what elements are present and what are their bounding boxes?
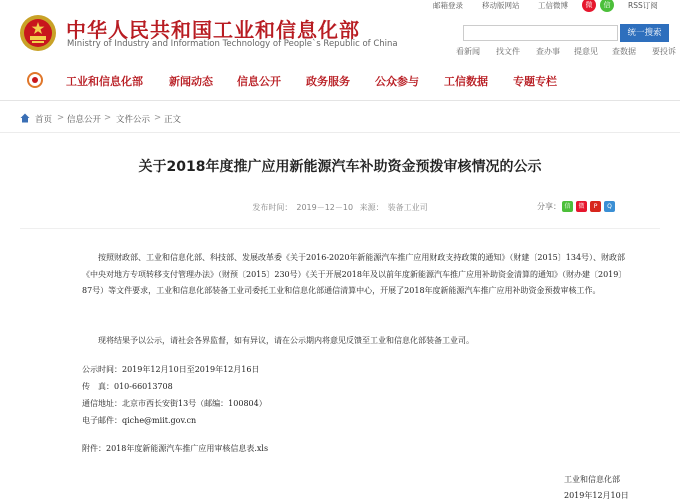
share-pdf-icon[interactable]: P bbox=[590, 201, 601, 212]
info-email bbox=[82, 415, 196, 427]
breadcrumb-current: 正文 bbox=[164, 115, 182, 125]
info-value: 2019年12月10日至2019年12月16日 bbox=[122, 365, 260, 374]
site-title-en: Ministry of Industry and Information Technology of People`s Republic of China bbox=[67, 39, 398, 49]
info-value: 北京市西长安街13号（邮编：100804） bbox=[122, 399, 267, 408]
search-input[interactable] bbox=[463, 25, 618, 41]
nav-item-news[interactable]: 新闻动态 bbox=[169, 75, 213, 88]
share-label: 分享： bbox=[537, 202, 561, 211]
breadcrumb-file-notices[interactable]: 文件公示 bbox=[116, 115, 151, 125]
article-paragraph: 按照财政部、工业和信息化部、科技部、发展改革委《关于2016-2020年新能源汽车推广应用财政支持政策的通知》（财建〔2015〕134号）、财政部《中央对地方专项转移支付管理办法》（财预〔2015〕230号）《关于开展2018年及以前年度新能源汽车推广应用补助资金清算的通知》（财办建〔2019〕87号）等文件要求，工业和信息化部装备工业司委托工业和信息化部通信清算中心，开展了2018年度新能源汽车推广应用补助资金预拨审核工作。 bbox=[82, 253, 627, 295]
share-wechat-icon[interactable]: 信 bbox=[562, 201, 573, 212]
breadcrumb-divider bbox=[0, 132, 680, 133]
info-label: 通信地址： bbox=[82, 399, 122, 408]
attachment bbox=[82, 443, 268, 454]
signature: 工业和信息化部 bbox=[564, 475, 620, 484]
quick-link-feedback[interactable]: 提意见 bbox=[574, 47, 598, 56]
info-label: 公示时间： bbox=[82, 365, 122, 374]
breadcrumb-info-disclosure[interactable]: 信息公开 bbox=[67, 115, 102, 125]
nav-divider bbox=[0, 100, 680, 101]
attachment-link[interactable]: 2018年度新能源汽车推广应用审核信息表.xls bbox=[106, 444, 269, 453]
meta-divider bbox=[20, 228, 660, 229]
breadcrumb-separator: > bbox=[104, 113, 112, 123]
site-title-cn[interactable]: 中华人民共和国工业和信息化部 bbox=[66, 18, 360, 42]
weibo-link[interactable]: 工信微博 bbox=[538, 1, 568, 10]
rss-link[interactable]: RSS订阅 bbox=[628, 1, 658, 10]
info-notice-period bbox=[82, 364, 259, 376]
publish-label: 发布时间： bbox=[252, 203, 293, 212]
article-title: 关于2018年度推广应用新能源汽车补助资金预拨审核情况的公示 bbox=[138, 159, 542, 175]
nav-item-topics[interactable]: 专题专栏 bbox=[513, 75, 557, 88]
quick-link-files[interactable]: 找文件 bbox=[496, 47, 520, 56]
site-header bbox=[0, 0, 680, 66]
breadcrumb-separator: > bbox=[57, 113, 65, 123]
breadcrumb-separator: > bbox=[154, 113, 162, 123]
info-fax bbox=[82, 381, 173, 393]
breadcrumb-home[interactable]: 首页 bbox=[35, 115, 53, 125]
info-label: 传 真： bbox=[82, 382, 114, 391]
nav-item-info-disclosure[interactable]: 信息公开 bbox=[237, 75, 281, 88]
nav-item-public-participation[interactable]: 公众参与 bbox=[375, 75, 419, 88]
quick-link-news[interactable]: 看新闻 bbox=[456, 47, 480, 56]
nav-item-gov-services[interactable]: 政务服务 bbox=[306, 75, 350, 88]
nav-item-ministry[interactable]: 工业和信息化部 bbox=[66, 75, 143, 88]
quick-link-data[interactable]: 查数据 bbox=[612, 47, 636, 56]
share-qq-icon[interactable]: Q bbox=[604, 201, 615, 212]
search-button[interactable]: 统一搜索 bbox=[620, 24, 669, 42]
share-weibo-icon[interactable]: 微 bbox=[576, 201, 587, 212]
attachment-label: 附件： bbox=[82, 444, 106, 453]
source-value: 装备工业司 bbox=[387, 203, 428, 212]
publish-date: 2019－12－10 bbox=[296, 203, 354, 212]
sign-date: 2019年12月10日 bbox=[564, 491, 629, 500]
nav-logo-icon[interactable] bbox=[27, 72, 43, 88]
home-icon[interactable] bbox=[20, 113, 30, 123]
quick-link-complaints[interactable]: 要投诉 bbox=[652, 47, 676, 56]
mobile-site-link[interactable]: 移动版网站 bbox=[482, 1, 520, 10]
source-label: 来源： bbox=[359, 203, 384, 212]
quick-link-services[interactable]: 查办事 bbox=[536, 47, 560, 56]
national-emblem-icon bbox=[19, 14, 57, 52]
mail-login-link[interactable]: 邮箱登录 bbox=[433, 1, 463, 10]
wechat-icon[interactable]: 信 bbox=[600, 0, 614, 12]
weibo-icon[interactable]: 微 bbox=[582, 0, 596, 12]
info-value: 010-66013708 bbox=[114, 382, 173, 391]
info-address bbox=[82, 398, 267, 410]
info-value[interactable]: qiche@miit.gov.cn bbox=[122, 416, 197, 425]
article-body bbox=[82, 250, 630, 500]
article-paragraph: 现将结果予以公示，请社会各界监督，如有异议，请在公示期内将意见反馈至工业和信息化部装备工业司。 bbox=[98, 336, 474, 345]
info-label: 电子邮件： bbox=[82, 416, 122, 425]
nav-item-data[interactable]: 工信数据 bbox=[444, 75, 488, 88]
main-nav bbox=[0, 66, 680, 94]
